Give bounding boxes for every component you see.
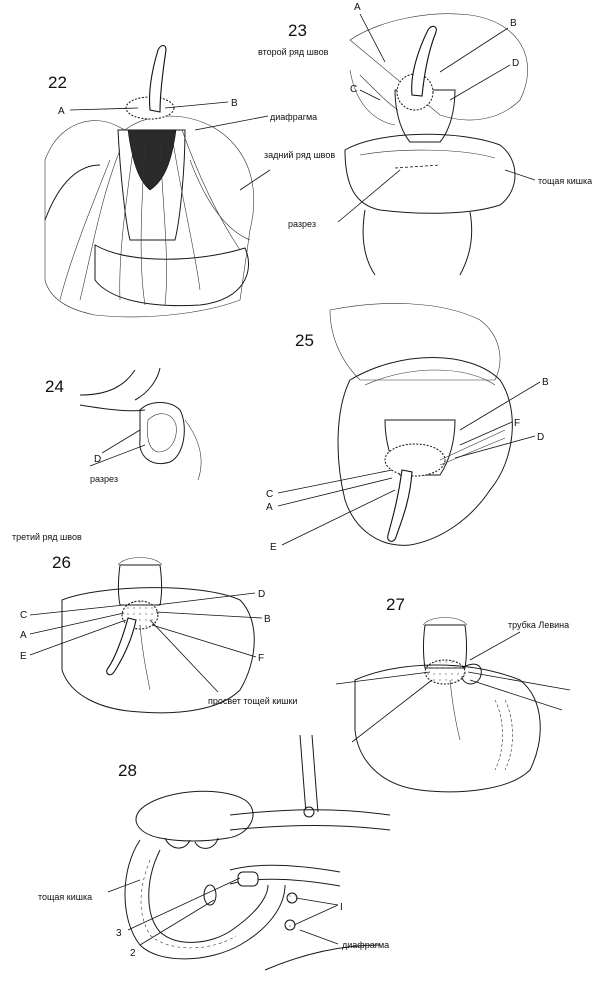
label-25-e: E [270, 542, 277, 553]
leader-28-2 [140, 900, 214, 945]
leader-26-lumen [150, 620, 218, 692]
leader-27-right-2 [470, 680, 562, 710]
figure-28-number: 28 [118, 761, 137, 780]
figure-23-number: 23 [288, 21, 307, 40]
label-23-incision: разрез [288, 219, 316, 229]
leader-22-posterior-row [240, 170, 270, 190]
serosa-edge-24 [185, 420, 201, 480]
label-28-jejunum: тощая кишка [38, 892, 93, 902]
wall-lower-24 [80, 405, 145, 411]
leader-27-left [336, 672, 430, 684]
bowel-lumen-24 [147, 414, 176, 452]
tube-25 [388, 470, 412, 541]
figure-27 [336, 595, 570, 792]
sutures-23 [350, 70, 398, 125]
jejunum-fold-25 [365, 370, 495, 385]
bowel-cross-section [140, 403, 185, 464]
incision-line [395, 165, 440, 168]
label-25-b: B [542, 377, 549, 388]
suture-27 [450, 680, 460, 740]
label-26-lumen: просвет тощей кишки [208, 696, 298, 706]
leader-28-3 [128, 878, 240, 930]
leader-23-incision [338, 170, 400, 222]
anastomosis-ring-25 [385, 444, 445, 476]
tube-26 [107, 618, 136, 675]
label-22-a: A [58, 106, 65, 117]
jejunum-descending [363, 210, 472, 275]
label-28-diaphragm: диафрагма [342, 940, 390, 950]
forceps-25 [440, 430, 505, 465]
leader-26-c [30, 605, 124, 615]
figure-25-number: 25 [295, 331, 314, 350]
jejunum-dashed-27 [495, 700, 513, 770]
tube-entry-28 [304, 807, 314, 817]
jejunum-26 [62, 588, 254, 713]
label-25-d: D [537, 432, 545, 443]
label-22-posterior-row: задний ряд швов [264, 150, 336, 160]
label-22-b: B [231, 98, 238, 109]
esophagus-26 [119, 565, 162, 605]
leader-26-e [30, 620, 126, 655]
leader-25-e [282, 490, 395, 545]
figure-27-number: 27 [386, 595, 405, 614]
label-26-third-row: третий ряд швов [12, 532, 82, 542]
suture-26 [140, 625, 150, 690]
suture-node-1 [287, 893, 297, 903]
label-23-c: C [350, 84, 358, 95]
label-24-incision: разрез [90, 474, 118, 484]
leader-28-1b [294, 905, 338, 925]
leader-25-d [455, 436, 535, 458]
leader-28-diaphragm [300, 930, 338, 944]
diaphragm-field-23 [350, 14, 528, 120]
wall-lines-24 [80, 368, 160, 400]
label-27-levin-tube: трубка Левина [508, 620, 570, 630]
figure-25 [266, 303, 549, 553]
figure-22-number: 22 [48, 73, 67, 92]
jejunum-fold [360, 150, 495, 158]
leader-24-d [102, 430, 140, 453]
leader-23-jejunum [505, 170, 535, 180]
leader-26-b [156, 612, 262, 618]
label-23-jejunum: тощая кишка [538, 176, 593, 186]
label-23-d: D [512, 58, 520, 69]
label-25-f: F [514, 418, 521, 429]
label-24-d: D [94, 454, 102, 465]
label-28-2: 2 [130, 948, 136, 959]
label-23-a: A [354, 2, 361, 13]
tissue-edge-left [45, 165, 100, 220]
leader-25-b [460, 382, 540, 430]
leader-25-c [278, 470, 392, 493]
label-23-b: B [510, 18, 517, 29]
leader-26-a [30, 613, 124, 634]
figure-26 [12, 532, 297, 713]
label-26-b: B [264, 614, 271, 625]
label-26-c: C [20, 610, 28, 621]
jejunum-23 [345, 134, 515, 213]
label-26-f: F [258, 653, 265, 664]
esophagus-top-27 [423, 618, 467, 626]
feeding-tube-28 [300, 735, 318, 812]
figure-24 [45, 368, 201, 484]
leader-27-right-1 [468, 672, 570, 690]
leader-27-levin [470, 632, 520, 660]
esophagus-top-26 [118, 558, 162, 566]
leader-26-d [156, 593, 255, 605]
figure-28 [38, 735, 390, 970]
jejunum-loop [95, 245, 249, 306]
jejunum-mucosa-dashed [141, 860, 236, 948]
leader-23-b [440, 28, 508, 72]
leader-23-a [360, 14, 385, 62]
label-22-diaphragm: диафрагма [270, 112, 318, 122]
leader-28-jejunum [108, 880, 140, 892]
esophagus-lumen [128, 130, 176, 190]
label-28-1: I [340, 902, 343, 913]
reservoir-pouch [136, 791, 253, 841]
label-25-c: C [266, 489, 274, 500]
label-25-a: A [266, 502, 273, 513]
label-23-second-row: второй ряд швов [258, 47, 329, 57]
leader-22-diaphragm [195, 116, 268, 130]
anastomosis-28 [238, 872, 258, 886]
figure-22 [45, 46, 335, 317]
figure-23 [258, 2, 592, 275]
diaphragm-field-25 [330, 303, 500, 380]
figure-26-number: 26 [52, 553, 71, 572]
leader-28-1a [296, 898, 338, 905]
label-26-d: D [258, 589, 266, 600]
label-28-3: 3 [116, 928, 122, 939]
leader-27-left-2 [352, 680, 432, 742]
figure-24-number: 24 [45, 377, 64, 396]
leader-23-d [450, 65, 510, 100]
leader-26-f [152, 625, 256, 657]
leader-22-b [165, 102, 228, 108]
label-26-e: E [20, 651, 27, 662]
label-26-a: A [20, 630, 27, 641]
leader-25-a [278, 478, 392, 506]
suture-node-2 [285, 920, 295, 930]
